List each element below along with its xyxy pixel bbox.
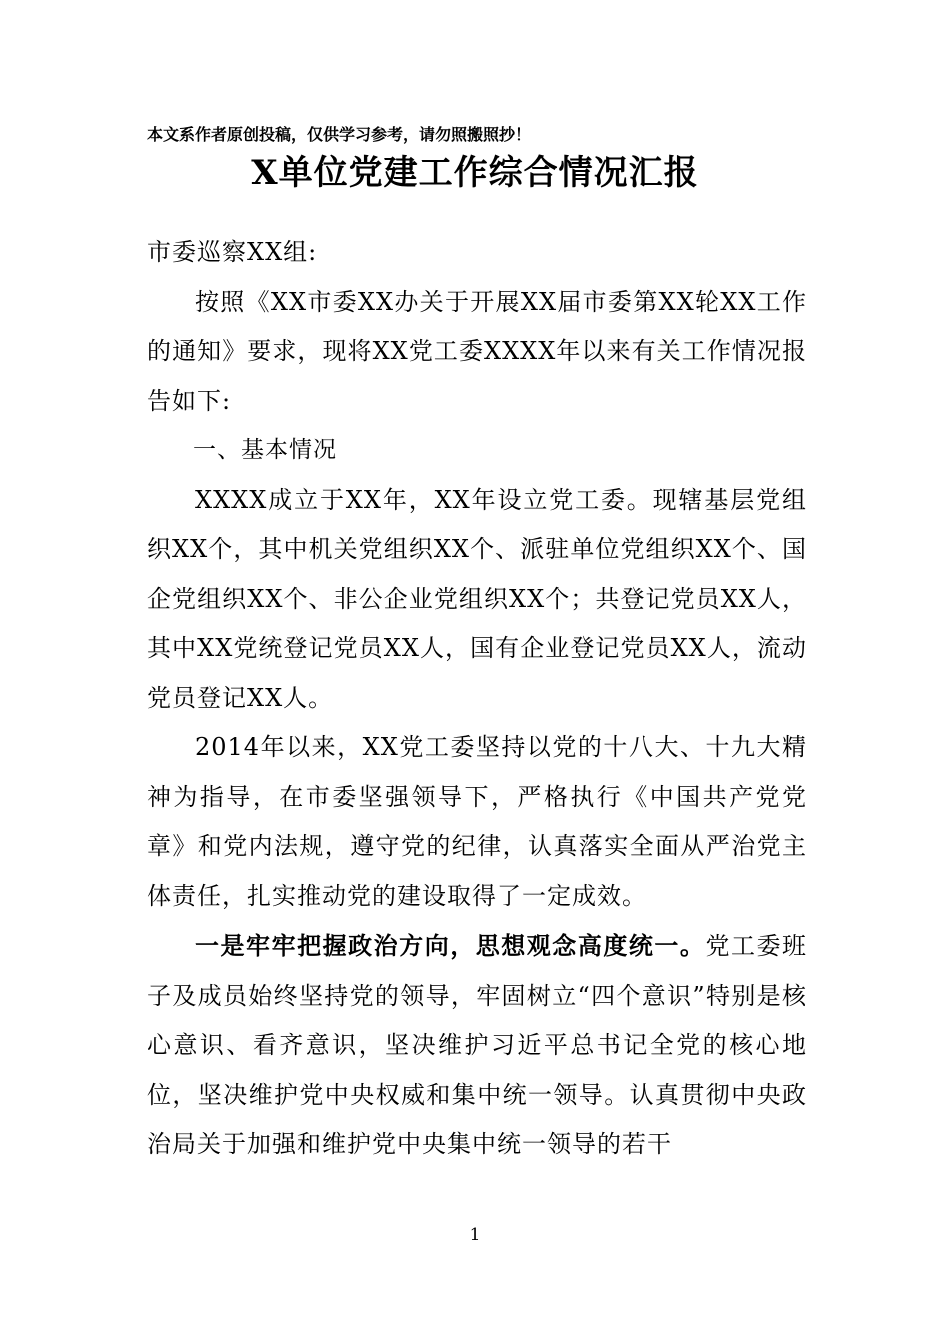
point-one-body: 党工委班子及成员始终坚持党的领导，牢固树立“四个意识”特别是核心意识、看齐意识，坚决维护习近平总书记全党的核心地位，坚决维护党中央权威和集中统一领导。认真贯彻中央政治局关于加强和维护党中央集中统一领导的若干	[147, 932, 808, 1158]
paragraph-overview: 2014年以来，XX党工委坚持以党的十八大、十九大精神为指导，在市委坚强领导下，严格执行《中国共产党党章》和党内法规，遵守党的纪律，认真落实全面从严治党主体责任，扎实推动党的建设取得了一定成效。	[147, 733, 807, 910]
salutation: 市委巡察XX组:	[147, 238, 318, 266]
point-one-lead: 一是牢牢把握政治方向，思想观念高度统一。	[195, 931, 706, 960]
section-heading-basic-info: 一、基本情况	[193, 437, 337, 463]
document-title: X单位党建工作综合情况汇报	[251, 153, 699, 193]
paragraph-basic-info: XXXX成立于XX年，XX年设立党工委。现辖基层党组织XX个，其中机关党组织XX个、派驻单位党组织XX个、国企党组织XX个、非公企业党组织XX个；共登记党员XX人，其中XX党统登记党员XX人，国有企业登记党员XX人，流动党员登记XX人。	[147, 485, 807, 712]
page-number: 1	[469, 1225, 481, 1245]
paragraph-intro: 按照《XX市委XX办关于开展XX届市委第XX轮XX工作的通知》要求，现将XX党工委XXXX年以来有关工作情况报告如下:	[147, 287, 807, 415]
copyright-notice: 本文系作者原创投稿，仅供学习参考，请勿照搬照抄！	[147, 125, 532, 144]
paragraph-point-one	[147, 921, 807, 1170]
document-body	[147, 228, 807, 1170]
